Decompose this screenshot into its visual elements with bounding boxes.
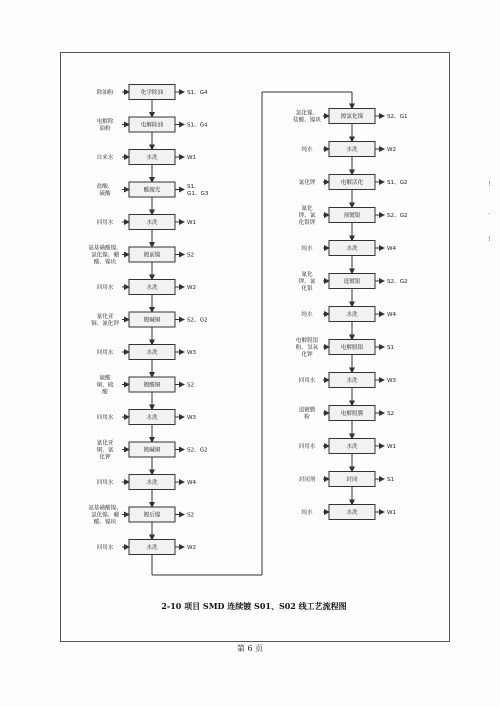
input-chemical-label: 氰化钾 [298, 180, 316, 187]
input-chemical-label: 氯化镍、 [295, 110, 319, 117]
process-label: 水洗 [146, 220, 158, 227]
input-chemical-label: 自来水 [96, 155, 114, 162]
output-emission-label: S1、G2 [387, 180, 408, 187]
stamp-mark: ! [488, 180, 491, 188]
process-label: 封闭 [346, 477, 358, 484]
input-chemical-label: 回用水 [96, 350, 114, 357]
input-chemical-label: 粉、氢氧 [295, 345, 319, 352]
process-label: 水洗 [146, 545, 158, 552]
input-chemical-label: 盐酸、 [96, 184, 114, 191]
input-chemical-label: 氨基磺酸镍、 [88, 505, 122, 512]
figure-caption: 2-10 项目 SMD 连续镀 S01、S02 线工艺流程图 [161, 601, 347, 611]
input-chemical-label: 铜、氰 [96, 447, 114, 454]
process-label: 电解除油 [140, 122, 164, 129]
output-emission-label: W4 [187, 480, 197, 487]
output-emission-label: S1、G4 [187, 122, 208, 129]
process-label: 水洗 [346, 444, 358, 451]
input-chemical-label: 盐酸、镍块 [293, 117, 321, 124]
input-chemical-label: 酸、镍块 [93, 259, 117, 266]
process-label: 水洗 [346, 378, 358, 385]
input-chemical-label: 化钾 [99, 454, 111, 461]
input-chemical-label: 除油粉 [96, 90, 114, 97]
input-chemical-label: 化银钾 [298, 220, 316, 227]
output-emission-label: W1 [387, 510, 397, 517]
input-chemical-label: 纯水 [301, 312, 313, 319]
output-emission-label: S2 [187, 252, 195, 259]
flow-nodes [88, 85, 408, 555]
input-chemical-label: 纯水 [301, 147, 313, 154]
output-emission-label: S1 [387, 477, 395, 484]
input-chemical-label: 电解脱银 [295, 338, 319, 345]
input-chemical-label: 退镀膜 [298, 407, 316, 414]
process-label: 预镀银 [343, 213, 361, 220]
output-emission-label: S2、G2 [387, 279, 408, 286]
process-label: 镀前镍 [143, 252, 161, 259]
input-chemical-label: 铜、氰化钾 [91, 321, 119, 328]
output-emission-label: S1 [387, 345, 395, 352]
output-emission-label: W3 [187, 350, 197, 357]
input-chemical-label: 油粉 [99, 126, 111, 133]
stamp-mark: ! [488, 235, 491, 243]
process-label: 镀碱铜 [143, 447, 161, 454]
output-emission-label: W1 [187, 220, 197, 227]
input-chemical-label: 电解除 [96, 119, 114, 126]
process-label: 电解脱膜 [340, 411, 364, 418]
process-label: 镀后镍 [143, 512, 161, 519]
input-chemical-label: 回用水 [298, 378, 316, 385]
process-label: 水洗 [346, 312, 358, 319]
input-chemical-label: 氯化镍、硼 [91, 252, 119, 259]
process-label: 镀酸铜 [143, 382, 161, 389]
input-chemical-label: 硫酸 [99, 191, 111, 198]
input-chemical-label: 钾、氰 [298, 279, 316, 286]
output-emission-label: S1、 G1、G3 [187, 184, 209, 198]
output-emission-label: S2 [387, 411, 395, 418]
output-emission-label: W1 [187, 155, 197, 162]
output-emission-label: W2 [187, 285, 197, 292]
process-label: 水洗 [346, 147, 358, 154]
output-emission-label: W4 [387, 312, 397, 319]
process-label: 水洗 [146, 350, 158, 357]
input-chemical-label: 回用水 [96, 415, 114, 422]
input-chemical-label: 氰化亚 [96, 314, 114, 321]
page-number: 第 6 页 [236, 644, 264, 653]
input-chemical-label: 回用水 [298, 444, 316, 451]
process-label: 水洗 [146, 480, 158, 487]
process-label: 镀碱铜 [143, 317, 161, 324]
input-chemical-label: 化银 [301, 286, 313, 293]
output-emission-label: W2 [187, 545, 197, 552]
process-label: 水洗 [146, 155, 158, 162]
output-emission-label: W3 [187, 415, 197, 422]
output-emission-label: W1 [387, 444, 397, 451]
output-emission-label: S2 [187, 382, 195, 389]
output-emission-label: S2、G2 [187, 447, 208, 454]
input-chemical-label: 酸 [102, 389, 108, 396]
process-label: 化学除油 [140, 90, 164, 97]
input-chemical-label: 酸、镍块 [93, 519, 117, 526]
output-emission-label: S2、G1 [387, 114, 408, 121]
output-emission-label: W2 [387, 147, 397, 154]
input-chemical-label: 氰化 [301, 272, 313, 279]
input-chemical-label: 化钾 [301, 352, 313, 359]
input-chemical-label: 回用水 [96, 220, 114, 227]
input-chemical-label: 回用水 [96, 480, 114, 487]
process-label: 水洗 [346, 510, 358, 517]
input-chemical-label: 氨基磺酸镍、 [88, 245, 122, 252]
stamp-mark: · [488, 210, 491, 218]
input-chemical-label: 钾、氰 [298, 213, 316, 220]
output-emission-label: S2、G2 [187, 317, 208, 324]
process-label: 选镀银 [343, 279, 361, 286]
process-label: 水洗 [146, 415, 158, 422]
process-label: 电解脱银 [340, 345, 364, 352]
input-chemical-label: 氰化 [301, 206, 313, 213]
output-emission-label: S1、G4 [187, 90, 208, 97]
process-label: 镀氯化镍 [340, 114, 364, 121]
output-emission-label: W4 [387, 246, 397, 253]
process-label: 水洗 [146, 285, 158, 292]
input-chemical-label: 硫酸 [99, 375, 111, 382]
input-chemical-label: 纯水 [301, 510, 313, 517]
process-label: 酸腐光 [143, 187, 161, 194]
input-chemical-label: 氯化镍、硼 [91, 512, 119, 519]
output-emission-label: W3 [387, 378, 397, 385]
input-chemical-label: 氰化亚 [96, 440, 114, 447]
input-chemical-label: 铜、硫 [96, 382, 114, 389]
input-chemical-label: 回用水 [96, 285, 114, 292]
input-chemical-label: 回用水 [96, 545, 114, 552]
input-chemical-label: 封闭剂 [298, 477, 316, 484]
input-chemical-label: 粉 [304, 414, 310, 421]
output-emission-label: S2 [187, 512, 195, 519]
output-emission-label: S2、G2 [387, 213, 408, 220]
input-chemical-label: 纯水 [301, 246, 313, 253]
process-label: 电解活化 [340, 180, 364, 187]
process-label: 水洗 [346, 246, 358, 253]
